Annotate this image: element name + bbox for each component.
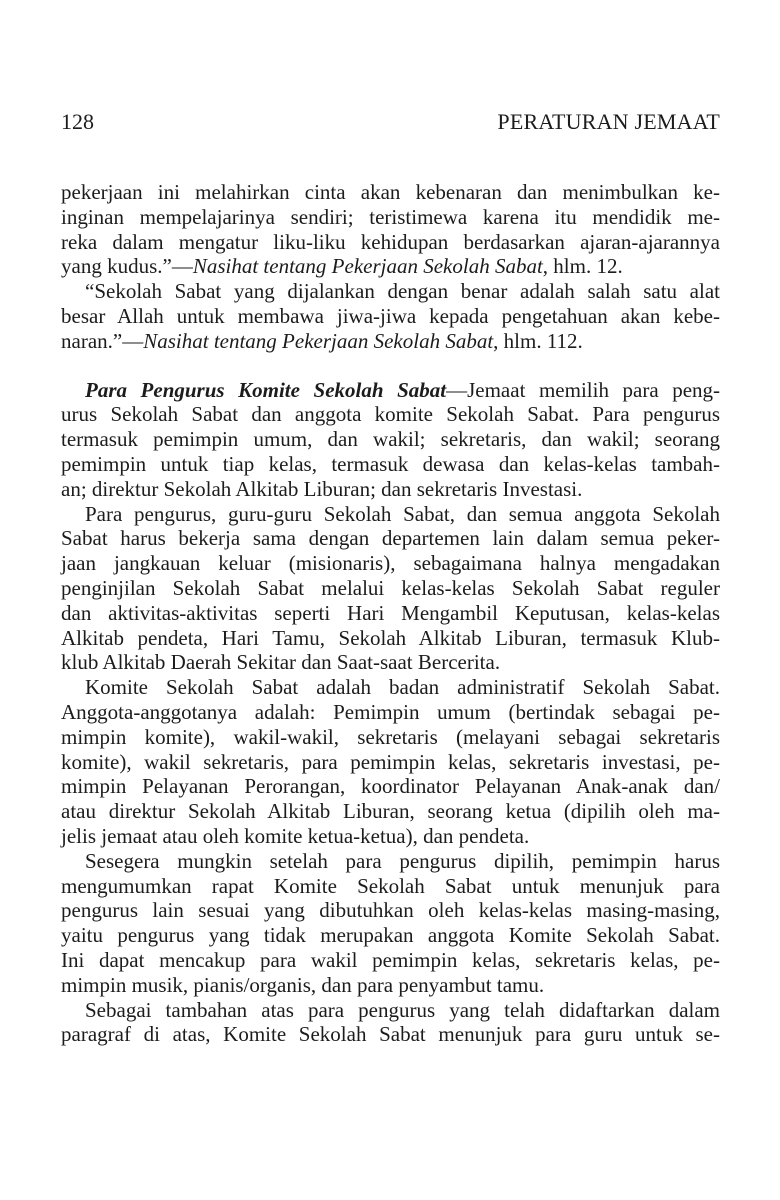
text-line: Sabat harus bekerja sama dengan departemen lain dalam semua peker- [61,526,720,551]
text-line: Komite Sekolah Sabat adalah badan administratif Sekolah Sabat. [85,675,720,700]
text-line: besar Allah untuk membawa jiwa-jiwa kepada pengetahuan akan kebe- [61,303,720,328]
text-line: mimpin Pelayanan Perorangan, koordinator Pelayanan Anak-anak dan/ [61,774,720,799]
text-line: pengurus lain sesuai yang dibutuhkan oleh kelas-kelas masing-masing, [61,898,720,923]
text-line: Sesegera mungkin setelah para pengurus dipilih, pemimpin harus [85,848,720,873]
text-line: komite), wakil sekretaris, para pemimpin kelas, sekretaris investasi, pe- [61,749,720,774]
text-line: penginjilan Sekolah Sabat melalui kelas-kelas Sekolah Sabat reguler [61,575,720,600]
text-line: Anggota-anggotanya adalah: Pemimpin umum (bertindak sebagai pe- [61,699,720,724]
text-line: Ini dapat mencakup para wakil pemimpin kelas, sekretaris kelas, pe- [61,947,720,972]
paragraph-2 [61,502,720,676]
text-line: paragraf di atas, Komite Sekolah Sabat menunjuk para guru untuk se- [61,1022,720,1047]
paragraph-3 [61,675,720,849]
text-line: atau direktur Sekolah Alkitab Liburan, seorang ketua (dipilih oleh ma- [61,799,720,824]
text-line: “Sekolah Sabat yang dijalankan dengan benar adalah salah satu alat [85,279,720,304]
body-text [61,180,720,1047]
text-line: pemimpin untuk tiap kelas, termasuk dewasa dan kelas-kelas tambah- [61,451,720,476]
text-line: inginan mempelajarinya sendiri; teristimewa karena itu mendidik me- [61,204,720,229]
text-line: dan aktivitas-aktivitas seperti Hari Mengambil Keputusan, kelas-kelas [61,600,720,625]
quote-end: naran.”— [61,328,144,353]
text-line: Alkitab pendeta, Hari Tamu, Sekolah Alkitab Liburan, termasuk Klub- [61,625,720,650]
section-gap [61,354,720,378]
text-line: an; direktur Sekolah Alkitab Liburan; dan sekretaris Investasi. [61,476,583,501]
citation-page: , hlm. 12. [542,254,623,279]
text-line: Sebagai tambahan atas para pengurus yang telah didaftarkan dalam [85,997,720,1022]
text-line [61,378,720,403]
text-line: jelis jemaat atau oleh komite ketua-ketua), dan pendeta. [61,823,530,848]
text-line [61,329,720,354]
quote-end: yang kudus.”— [61,254,193,279]
paragraph-4 [61,849,720,998]
text-line: mimpin musik, pianis/organis, dan para penyambut tamu. [61,972,545,997]
text-line: jaan jangkauan keluar (misionaris), sebagaimana halnya mengadakan [61,551,720,576]
quote-paragraph-2 [61,279,720,353]
text-line: pekerjaan ini melahirkan cinta akan kebenaran dan menimbulkan ke- [61,180,720,204]
text-line: urus Sekolah Sabat dan anggota komite Sekolah Sabat. Para pengurus [61,402,720,427]
citation-title: Nasihat tentang Pekerjaan Sekolah Sabat [192,254,543,279]
quote-paragraph-1 [61,180,720,279]
citation-page: , hlm. 112. [493,328,583,353]
citation-title: Nasihat tentang Pekerjaan Sekolah Sabat [143,328,494,353]
paragraph-5 [61,998,720,1048]
text-line: termasuk pemimpin umum, dan wakil; sekretaris, dan wakil; seorang [61,427,720,452]
page-number: 128 [61,109,94,134]
section-paragraph [61,378,720,502]
text-line: reka dalam mengatur liku-liku kehidupan berdasarkan ajaran-ajarannya [61,229,720,254]
section-heading: Para Pengurus Komite Sekolah Sabat [85,377,447,402]
book-page [61,108,720,1047]
section-heading-continuation: —Jemaat memilih para peng- [446,377,721,402]
text-line [61,254,720,279]
text-line: mengumumkan rapat Komite Sekolah Sabat untuk menunjuk para [61,873,720,898]
text-line: klub Alkitab Daerah Sekitar dan Saat-saat Bercerita. [61,650,501,675]
text-line: yaitu pengurus yang tidak merupakan anggota Komite Sekolah Sabat. [61,923,720,948]
running-title: PERATURAN JEMAAT [497,109,720,134]
text-line: mimpin komite), wakil-wakil, sekretaris (melayani sebagai sekretaris [61,724,720,749]
running-header [61,108,720,136]
text-line: Para pengurus, guru-guru Sekolah Sabat, dan semua anggota Sekolah [85,501,720,526]
